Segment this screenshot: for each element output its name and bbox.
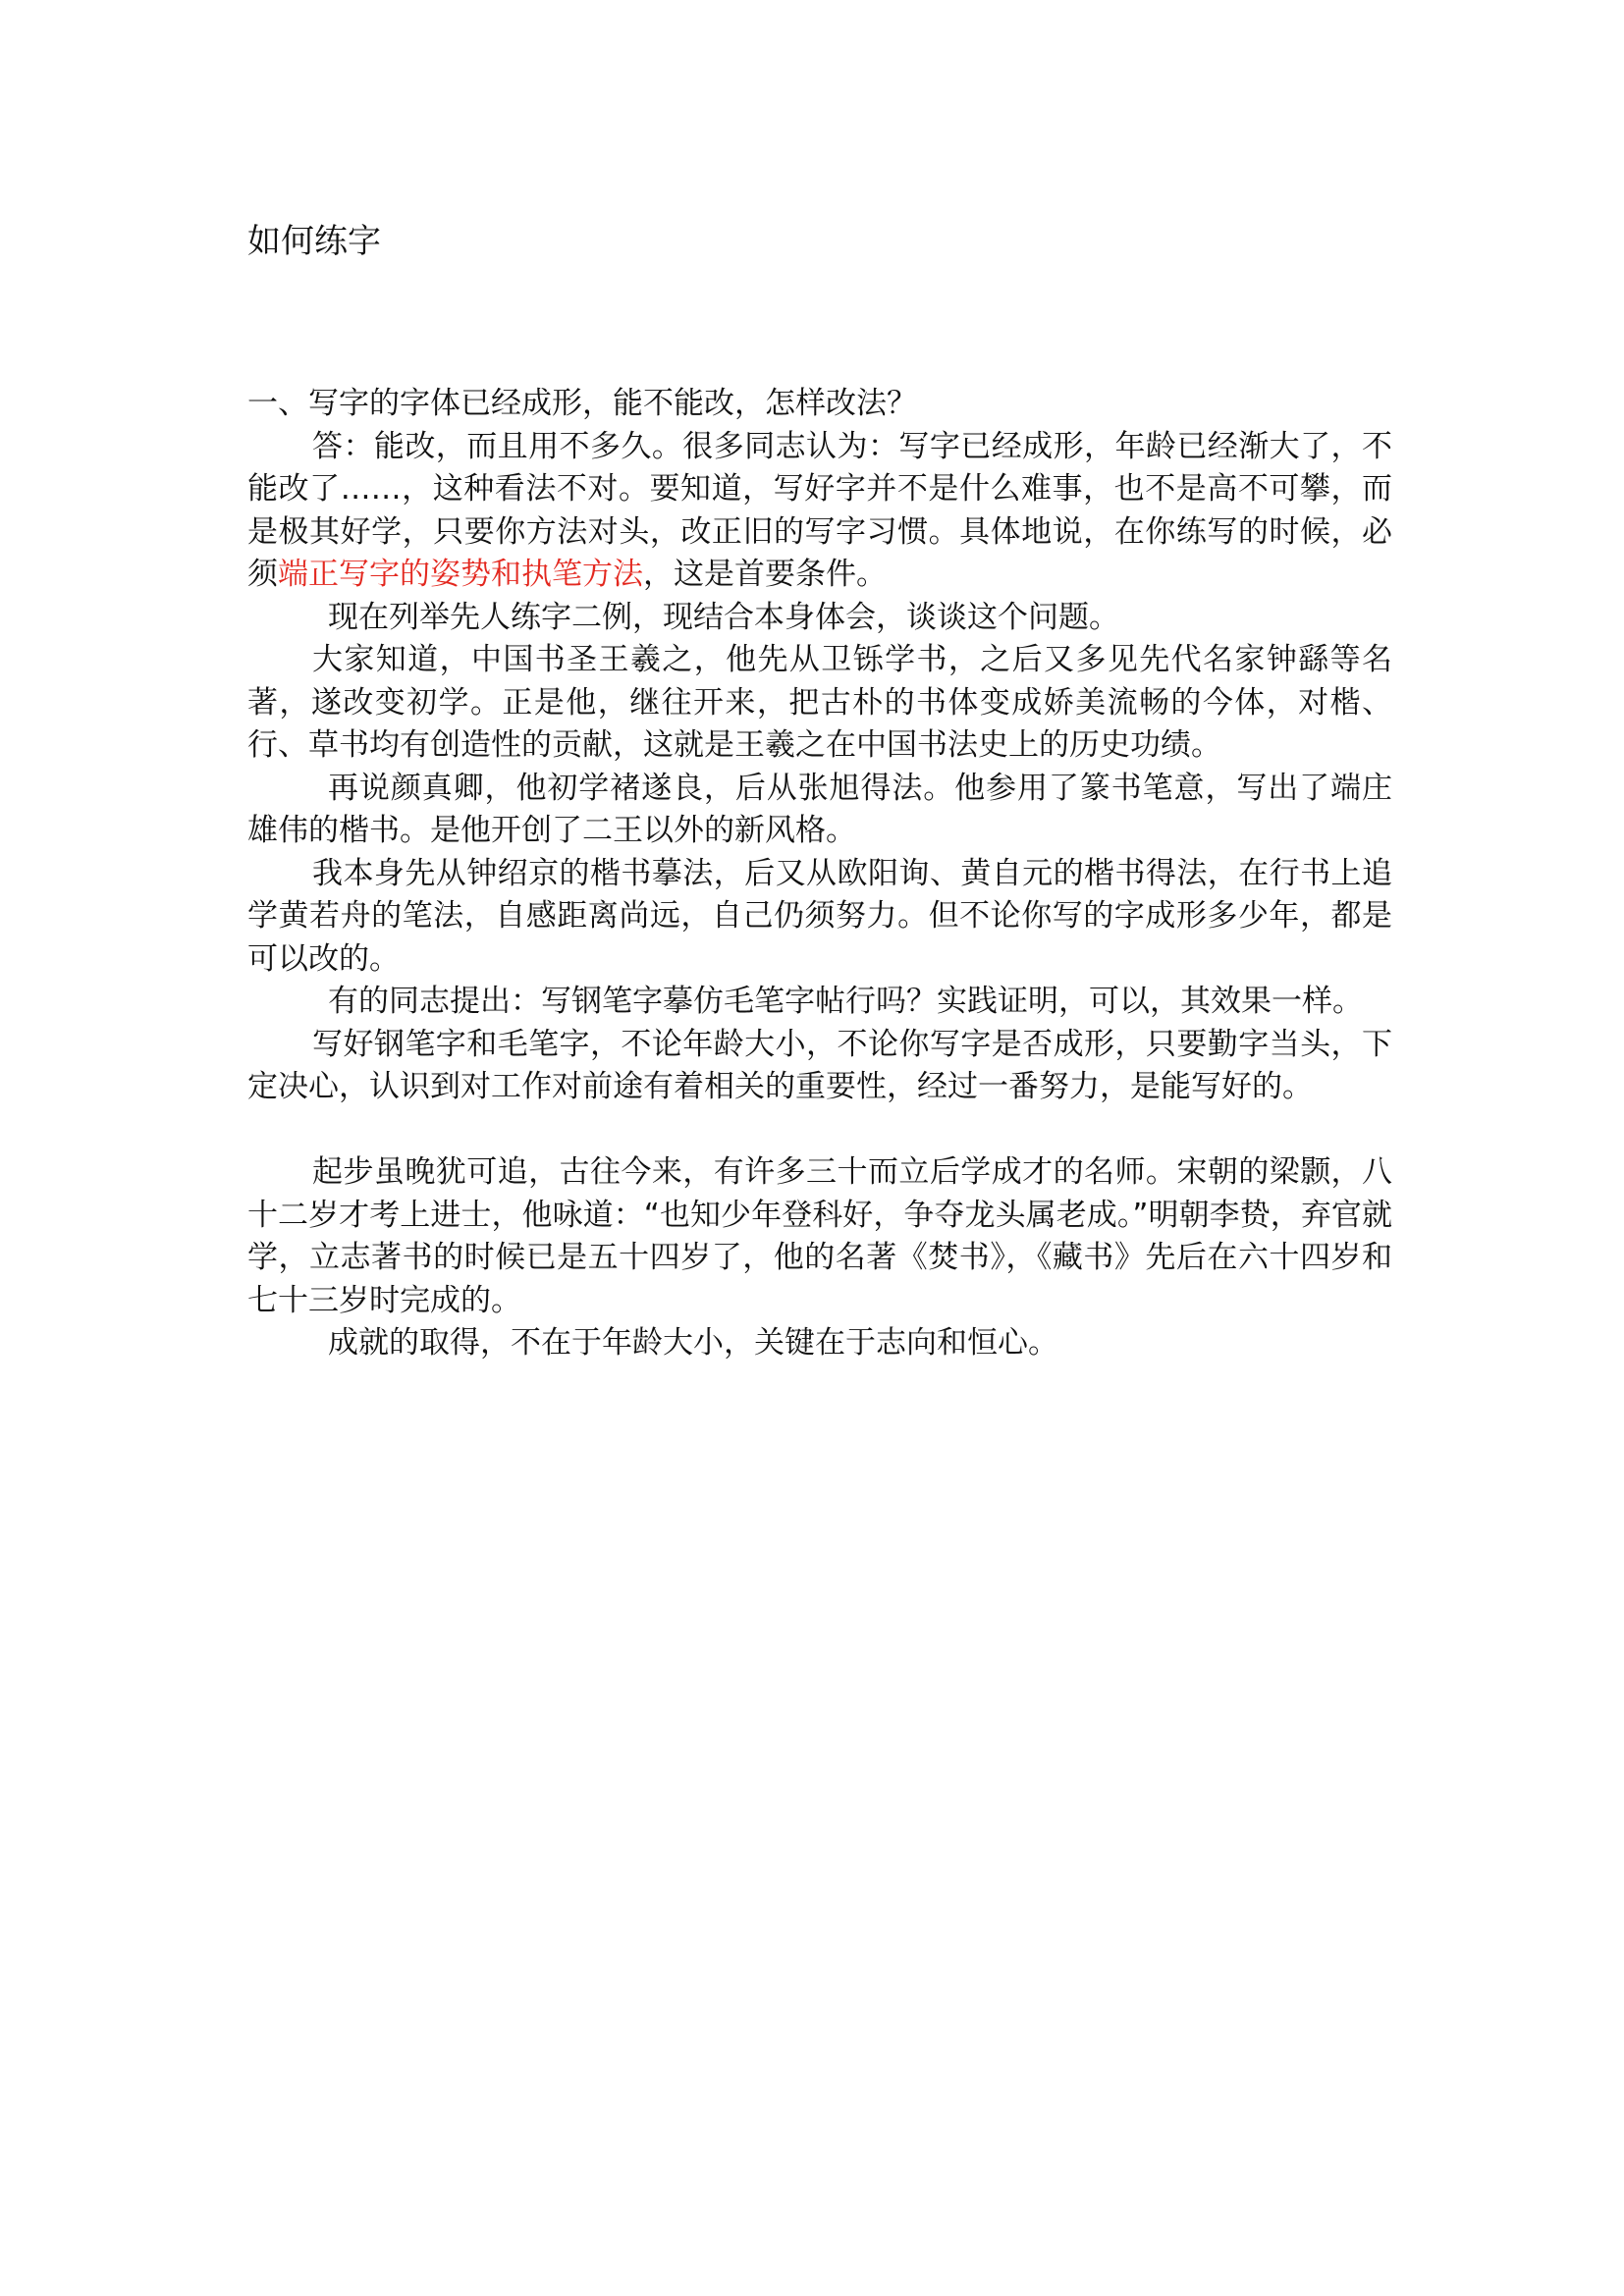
paragraph-personal-experience: 我本身先从钟绍京的楷书摹法，后又从欧阳询、黄自元的楷书得法，在行书上追学黄若舟的笔法，自感距离尚远，自己仍须努力。但不论你写的字成形多少年，都是可以改的。 (247, 855, 1392, 977)
paragraph-answer (247, 426, 1392, 597)
paragraph-answer-text: 答：能改，而且用不多久。很多同志认为：写字已经成形，年龄已经渐大了，不能改了……，这种看法不对。要知道，写好字并不是什么难事，也不是高不可攀，而是极其好学，只要你方法对头，改正旧的写字习惯。具体地说，在你练写的时候，必须 (247, 428, 1392, 592)
section-heading: 一、写字的字体已经成形，能不能改，怎样改法？ (247, 386, 917, 421)
document-body (247, 216, 1392, 1365)
paragraph-determination: 写好钢笔字和毛笔字，不论年龄大小，不论你写字是否成形，只要勤字当头，下定决心，认识到对工作对前途有着相关的重要性，经过一番努力，是能写好的。 (247, 1026, 1392, 1104)
paragraph-answer-tail: ，这是首要条件。 (643, 557, 887, 592)
highlighted-phrase: 端正写字的姿势和执笔方法 (278, 557, 643, 592)
paragraph-intro-examples: 现在列举先人练字二例，现结合本身体会，谈谈这个问题。 (328, 599, 1119, 635)
paragraph-pen-question: 有的同志提出：写钢笔字摹仿毛笔字帖行吗？实践证明，可以，其效果一样。 (328, 984, 1363, 1019)
paragraph-yan-zhenqing: 再说颜真卿，他初学褚遂良，后从张旭得法。他参用了篆书笔意，写出了端庄雄伟的楷书。是他开创了二王以外的新风格。 (247, 770, 1392, 848)
paragraph-wang-xizhi: 大家知道，中国书圣王羲之，他先从卫铄学书，之后又多见先代名家钟繇等名著，遂改变初学。正是他，继往开来，把古朴的书体变成娇美流畅的今体，对楷、行、草书均有创造性的贡献，这就是王羲之在中国书法史上的历史功绩。 (247, 642, 1392, 763)
document-title: 如何练字 (247, 222, 381, 261)
paragraph-gap (247, 1109, 1392, 1152)
paragraph-conclusion: 成就的取得，不在于年龄大小，关键在于志向和恒心。 (328, 1325, 1058, 1361)
paragraph-late-start: 起步虽晚犹可追，古往今来，有许多三十而立后学成才的名师。宋朝的梁颢，八十二岁才考上进士，他咏道：“也知少年登科好，争夺龙头属老成。”明朝李贽，弃官就学，立志著书的时候已是五十四岁了，他的名著《焚书》，《藏书》先后在六十四岁和七十三岁时完成的。 (247, 1154, 1392, 1318)
